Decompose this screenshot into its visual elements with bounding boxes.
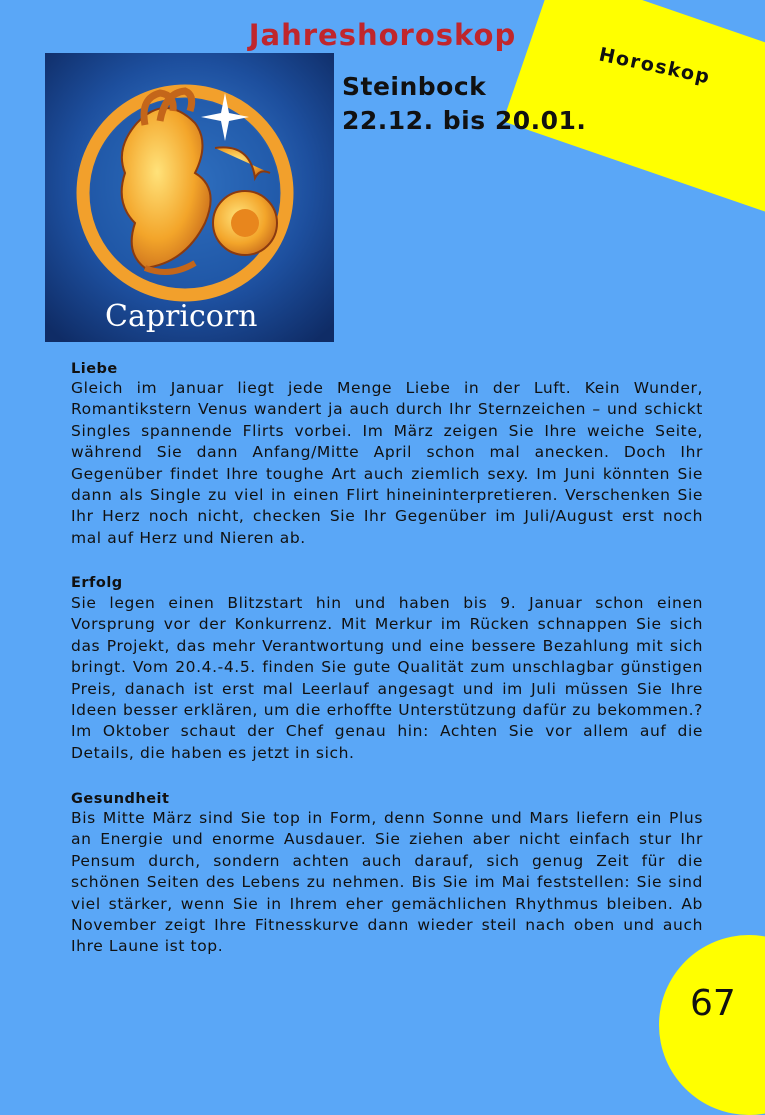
section-title-gesundheit: Gesundheit bbox=[71, 791, 170, 807]
section-title-erfolg: Erfolg bbox=[71, 575, 123, 591]
sign-heading bbox=[342, 70, 586, 138]
sign-dates: 22.12. bis 20.01. bbox=[342, 106, 587, 135]
section-text-liebe: Gleich im Januar liegt jede Menge Liebe in der Luft. Kein Wunder, Romantikstern Venus wandert ja auch durch Ihr Sternzeichen – und schickt Singles spannende Flirts vorbei. Im März zeigen Sie Ihre weiche Seite, während Sie dann Anfang/Mitte April schon mal anecken. Doch Ihr Gegenüber findet Ihre toughe Art auch ziemlich sexy. Im Juni könnten Sie dann als Single zu viel in einen Flirt hineininterpretieren. Verschenken Sie Ihr Herz noch nicht, checken Sie Ihr Gegenüber im Juli/August erst noch mal auf Herz und Nieren ab. bbox=[71, 379, 703, 547]
section-text-erfolg: Sie legen einen Blitzstart hin und haben bis 9. Januar schon einen Vorsprung vor der Konkurrenz. Mit Merkur im Rücken schnappen Sie sich das Projekt, das mehr Verantwortung und eine bessere Bezahlung mit sich bringt. Vom 20.4.-4.5. finden Sie gute Qualität zum unschlagbar günstigen Preis, danach ist erst mal Leerlauf angesagt und im Juli müssen Sie Ihre Ideen besser erklären, um die erhoffte Unterstützung dafür zu bekommen.? Im Oktober schaut der Chef genau hin: Achten Sie vor allem auf die Details, die haben es jetzt in sich. bbox=[71, 594, 703, 762]
capricorn-logo-text: Capricorn bbox=[105, 299, 258, 334]
sign-name: Steinbock bbox=[342, 72, 487, 101]
section-text-gesundheit: Bis Mitte März sind Sie top in Form, denn Sonne und Mars liefern ein Plus an Energie und enorme Ausdauer. Sie ziehen aber nicht einfach stur Ihr Pensum durch, sondern achten auch darauf, sich genug Zeit für die schönen Seiten des Lebens zu nehmen. Bis Sie im Mai feststellen: Sie sind viel stärker, wenn Sie in Ihrem eher gemächlichen Rhythmus bleiben. Ab November zeigt Ihre Fitnesskurve dann wieder steil nach oben und auch Ihre Laune ist top. bbox=[71, 809, 703, 956]
category-banner-label: Horoskop bbox=[596, 43, 713, 89]
section-title-liebe: Liebe bbox=[71, 361, 118, 377]
capricorn-zodiac-image bbox=[45, 53, 334, 342]
page-number: 67 bbox=[690, 983, 736, 1024]
page-title: Jahreshoroskop bbox=[248, 18, 517, 52]
page-number-badge bbox=[659, 935, 765, 1115]
